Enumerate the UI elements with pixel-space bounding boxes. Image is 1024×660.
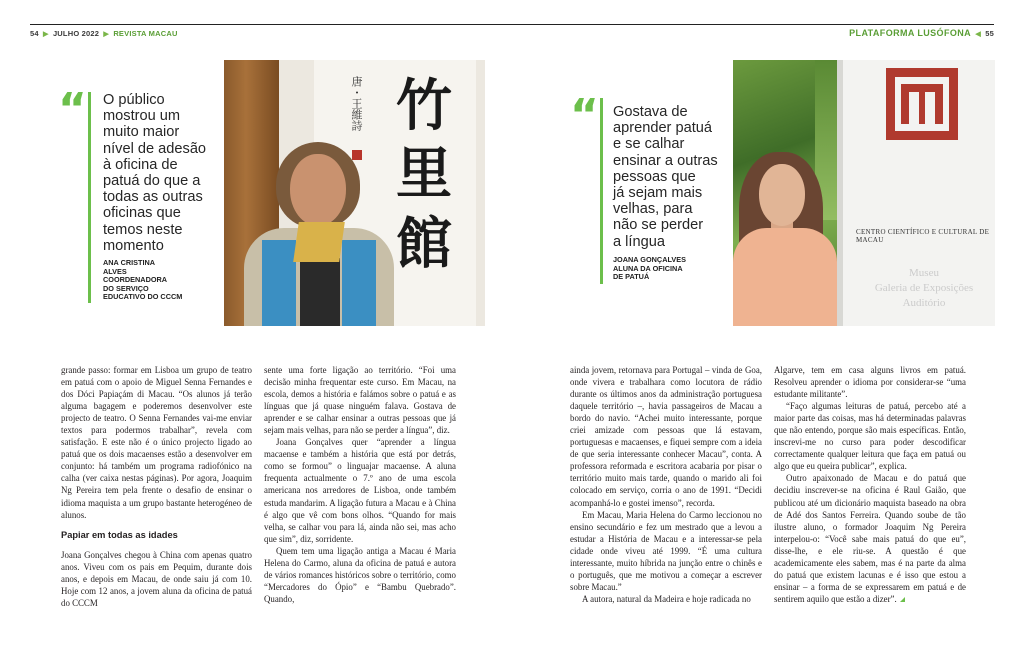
photo-ana-cristina-alves <box>224 60 485 326</box>
header-rule <box>30 24 994 25</box>
section-name: PLATAFORMA LUSÓFONA <box>849 28 972 38</box>
magazine-name: REVISTA MACAU <box>113 29 178 38</box>
person-hoodie <box>733 228 837 326</box>
attribution-role: ALUNA DA OFICINA <box>613 263 683 273</box>
calligraphy-char: 館 <box>396 211 452 277</box>
paragraph: Algarve, tem em casa alguns livros em patuá. Resolveu aprender o idioma por considerar-se “uma estudante militante”. <box>774 365 966 400</box>
attribution-role: EDUCATIVO DO CCCM <box>103 292 183 302</box>
quote-mark-icon: “ <box>58 92 87 120</box>
article-column-3 <box>570 364 762 605</box>
calligraphy-char: 里 <box>396 141 452 207</box>
quote-line: à oficina de <box>103 156 178 173</box>
sign-institution-name: CENTRO CIENTÍFICO E CULTURAL DE MACAU <box>856 228 990 244</box>
triangle-left-icon: ◀ <box>975 31 981 38</box>
sign-line: Galeria de Exposições <box>874 282 974 294</box>
paragraph: Joana Gonçalves quer “aprender a língua macaense e também a história que está por detrás, como se formou” o linguajar macaense. A aluna frequenta actualmente o 7.º ano de uma escola americana nos arredores de Lisboa, onde também estuda mandarim. A ligação futura a Macau e à China é algo que vê com bons olhos. “Quando for mais velha, se calhar vou para lá, ainda não sei, mas acho que sim”, diz, sorridente. <box>264 437 456 544</box>
quote-bar <box>88 92 91 303</box>
quote-line: temos neste <box>103 221 183 238</box>
quote-mark-icon: “ <box>570 98 599 126</box>
paragraph: grande passo: formar em Lisboa um grupo de teatro em patuá com o apoio de Miguel Senna Fernandes e dos Dóci Papiaçám di Macau. “Os alunos já terão alguma bagagem e poderemos desenvolver este projecto de teatro. O Senna Fernandes vai-me enviar textos para podermos trabalhar”, revela com satisfação. E este não é o único projecto ligado ao patuá que os dois macaenses estão a desenvolver em conjunto: há também um programa radiofónico na calha (ver caixa nestas páginas). Por agora, Joaquim Ng Pereira tem pela frente o desafio de ensinar o idioma maquista a um grupo bastante heterogéneo de alunos. <box>61 365 252 520</box>
triangle-right-icon: ▶ <box>43 31 49 38</box>
section-heading: Papiar em todas as idades <box>61 529 178 540</box>
cccm-logo-m-stem <box>919 92 925 124</box>
person-face <box>759 164 805 226</box>
quote-attribution-2 <box>613 256 728 282</box>
article-column-2 <box>264 364 456 605</box>
quote-line: todas as outras <box>103 189 203 206</box>
quote-bar <box>600 98 603 284</box>
quote-line: já sejam mais <box>613 185 703 202</box>
attribution-role: COORDENADORA <box>103 275 168 285</box>
attribution-role: DE PATUÁ <box>613 272 650 282</box>
quote-line: e se calhar <box>613 136 685 153</box>
page-number-right: 55 <box>985 29 994 38</box>
article-column-4 <box>774 364 966 605</box>
paragraph: Quem tem uma ligação antiga a Macau é Maria Helena do Carmo, aluna da oficina de patuá e autora de vários romances históricos sobre o território, como “Mercadores do Ópio” e “Bambu Quebrado”. Quando, <box>264 545 456 604</box>
calligraphy-char: 竹 <box>396 73 452 139</box>
sign-directory <box>857 266 991 311</box>
sign-line: Auditório <box>902 297 946 309</box>
person-scarf <box>293 222 345 262</box>
end-of-article-icon <box>900 597 905 602</box>
sign-line: Museu <box>909 267 939 279</box>
issue-date: JULHO 2022 <box>52 29 100 38</box>
quote-line: nível de adesão <box>103 140 207 157</box>
paragraph: sente uma forte ligação ao território. “Foi uma decisão minha frequentar este curso. Em Macau, na escola, demos a história e falámos sobre o patuá e as línguas que já quase ninguém falava. Gostava de aprender e se calhar ensinar a outras pessoas que já sejam mais velhas, para não se perder a língua”, diz. <box>264 365 456 436</box>
paragraph: ainda jovem, retornava para Portugal – vinda de Goa, onde vivera e trabalhara como locutora de rádio durante os últimos anos da administração portuguesa daquele território –, havia passageiros de Macau a bordo do navio. “Achei muito interessante, porque criei amizade com pessoas que lá estavam, portuguesas e macaenses, e fiquei sempre com a ideia de que seria interessante conhecer Macau”, conta. A professora reformada e escritora acabaria por pisar o território muito mais tarde, quando o marido ali foi colocado em serviço, corria o ano de 1991. “Decidi acompanhá-lo e gostei imenso”, recorda. <box>570 365 762 508</box>
seal-stamp <box>352 150 362 160</box>
paragraph-text: Outro apaixonado de Macau e do patuá que decidiu inscrever-se na oficina é Raul Gaião, que publicou até um dicionário maquista baseado na obra de Adé dos Santos Ferreira. Quando soube de tão ilustre aluno, o formador Joaquim Ng Pereira interpelou-o: “Você sabe mais patuá do que eu”, disse-lhe, e ele riu-se. A questão é que academicamente eles sabem, mas é na parte da alma do patuá que existem lacunas e é isso que estou a ensinar – a forma de se expressarem em patuá e de sentirem aquilo que estão a dizer”. <box>774 473 966 604</box>
folio-right <box>849 28 994 38</box>
folio-left <box>30 29 178 38</box>
person-face <box>290 154 346 226</box>
quote-line: velhas, para <box>613 201 693 218</box>
article-column-1 <box>61 364 252 609</box>
attribution-role: DO SERVIÇO <box>103 283 149 293</box>
person-sleeve <box>342 240 376 326</box>
quote-line: momento <box>103 237 164 254</box>
pull-quote-2 <box>613 104 728 250</box>
triangle-right-icon: ▶ <box>103 31 110 38</box>
quote-attribution-1 <box>103 259 218 302</box>
quote-line: Gostava de <box>613 104 688 120</box>
attribution-name: JOANA GONÇALVES <box>613 255 686 264</box>
quote-line: muito maior <box>103 124 180 141</box>
quote-line: a língua <box>613 233 665 250</box>
quote-line: pessoas que <box>613 168 696 185</box>
quote-line: ensinar a outras <box>613 152 718 169</box>
photo-joana-goncalves <box>733 60 995 326</box>
person-top <box>300 258 340 326</box>
quote-line: O público <box>103 92 165 108</box>
pull-quote-1 <box>103 92 218 254</box>
attribution-name: ANA CRISTINA <box>103 258 156 267</box>
quote-line: mostrou um <box>103 108 181 125</box>
person-sleeve <box>262 240 296 326</box>
quote-line: oficinas que <box>103 205 181 222</box>
paragraph: Joana Gonçalves chegou à China com apenas quatro anos. Viveu com os pais em Pequim, durante dois anos, e depois em Macau, de onde saiu já com 10. Hoje com 12 anos, a jovem aluna da oficina de patuá do CCCM <box>61 549 252 608</box>
attribution-name: ALVES <box>103 266 127 276</box>
quote-line: não se perder <box>613 217 704 234</box>
paragraph <box>774 472 966 605</box>
scroll-inscription: 唐・王維詩 <box>350 76 363 131</box>
paragraph: A autora, natural da Madeira e hoje radicada no <box>582 593 751 604</box>
page-number-left: 54 <box>30 29 39 38</box>
paragraph: Em Macau, Maria Helena do Carmo leccionou no ensino secundário e fez um mestrado que a levou a estudar a História de Macau e a interessar-se pela cidade onde viveu até 1999. “É uma cultura interessante, muito híbrida na junção entre o chinês e o português, que me motivou a começar a escrever sobre Macau.” <box>570 509 762 592</box>
quote-line: patuá do que a <box>103 173 201 190</box>
paragraph: “Faço algumas leituras de patuá, percebo até a maior parte das coisas, mas há determinadas palavras que não entendo, porque são mais específicas. Então, inscrevi-me no curso para poder descodificar correctamente qualquer leitura que faça em patuá ou algo que eu queira publicar”, explica. <box>774 401 966 472</box>
quote-line: aprender patuá <box>613 120 712 137</box>
